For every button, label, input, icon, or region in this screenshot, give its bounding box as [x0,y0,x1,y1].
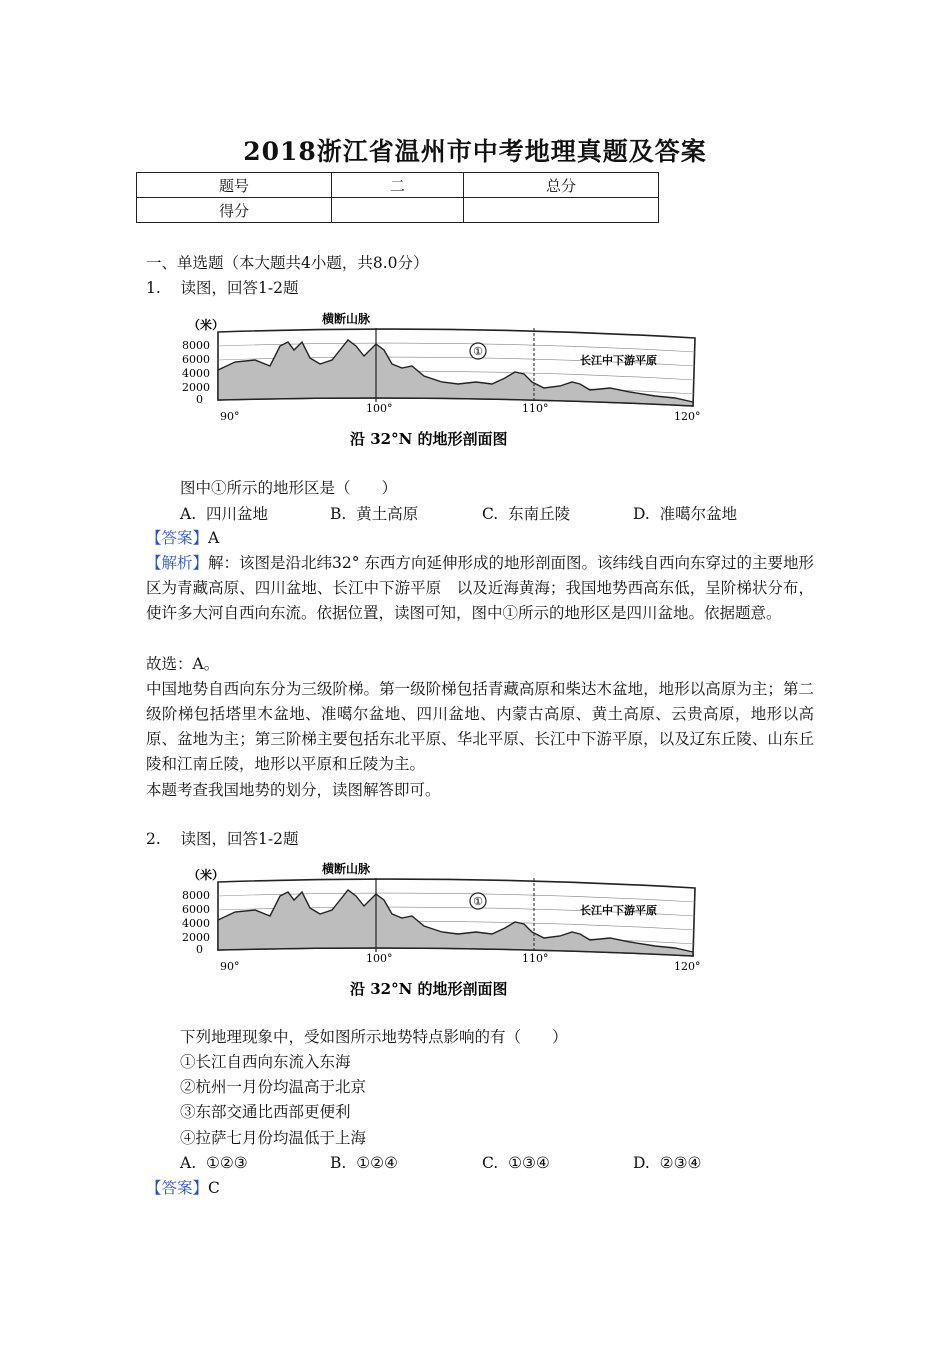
option-text: ①③④ [508,1154,550,1172]
option-key: A. [180,505,197,523]
q1-conclusion: 故选：A。 [146,655,220,673]
figure-label-plain: 长江中下游平原 [580,904,657,917]
q1-option-c[interactable] [482,503,570,525]
figure-label-mountain: 横断山脉 [322,312,371,326]
terrain-profile-figure-2 [180,852,705,1002]
option-text: ①②④ [356,1154,398,1172]
answer-value: C [208,1179,220,1197]
table-cell: 总分 [464,173,659,198]
table-row [137,198,659,223]
option-text: 东南丘陵 [508,505,571,523]
x-tick: 90° [220,960,240,973]
q2-question: 下列地理现象中，受如图所示地势特点影响的有（ ） [180,1028,568,1046]
page-title: 2018浙江省温州市中考地理真题及答案 [243,137,707,166]
q1-option-d[interactable] [633,503,737,525]
terrain-profile-svg [180,852,705,1002]
figure-caption: 沿 32°N 的地形剖面图 [350,430,508,448]
option-key: B. [330,1154,347,1172]
q1-answer [146,527,219,549]
q2-option-b[interactable] [330,1152,398,1174]
figure-label-region: ① [473,345,483,358]
table-cell: 题号 [137,173,332,198]
x-tick: 90° [220,410,240,423]
q1-note: 中国地势自西向东分为三级阶梯。第一级阶梯包括青藏高原和柴达木盆地，地形以高原为主；第二级阶梯包括塔里木盆地、准噶尔盆地、四川盆地、内蒙古高原、黄土高原、云贵高原，地形以高原、盆地为主；第三阶梯主要包括东北平原、华北平原、长江中下游平原，以及辽东丘陵、山东丘陵和江南丘陵，地形以平原和丘陵为主。 [146,680,814,773]
y-tick: 6000 [182,353,210,366]
option-text: ②③④ [659,1154,702,1172]
q2-item-2: ②杭州一月份均温高于北京 [180,1078,367,1096]
option-text: 四川盆地 [205,505,268,523]
q1-question: 图中①所示的地形区是（ ） [180,479,398,497]
q2-option-a[interactable] [180,1152,248,1174]
x-tick: 110° [522,952,549,965]
option-key: A. [180,1154,197,1172]
x-tick: 110° [522,402,549,415]
q2-option-c[interactable] [482,1152,550,1174]
table-row [137,173,659,198]
x-tick: 100° [366,952,393,965]
table-cell: 得分 [137,198,332,223]
q1-number: 1. [146,279,161,297]
figure-label-region: ① [473,895,483,908]
q2-number: 2. [146,830,161,848]
option-text: 黄土高原 [356,505,419,523]
table-cell [464,198,659,223]
q2-stem: 读图，回答1-2题 [180,830,299,848]
terrain-profile-figure-1 [180,302,705,452]
option-text: 准噶尔盆地 [659,505,738,523]
table-cell [332,198,464,223]
analysis-text: 解：该图是沿北纬32° 东西方向延伸形成的地形剖面图。该纬线自西向东穿过的主要地形区为青藏高原、四川盆地、长江中下游平原 以及近海黄海；我国地势西高东低，呈阶梯状分布，使许多大河自西向东流。依据位置，读图可知，图中①所示的地形区是四川盆地。依据题意。 [146,554,814,622]
answer-tag: 【答案】 [146,1179,209,1197]
q2-item-1: ①长江自西向东流入东海 [180,1053,351,1071]
y-tick: 6000 [182,903,210,916]
y-tick: 0 [196,943,203,956]
x-tick: 100° [366,402,393,415]
q1-analysis [146,551,814,626]
option-key: B. [330,505,347,523]
y-tick: 8000 [182,339,210,352]
q2-item-3: ③东部交通比西部更便利 [180,1103,351,1121]
terrain-profile-area [218,340,693,406]
q1-note-summary: 本题考查我国地势的划分，读图解答即可。 [146,781,441,799]
figure-label-plain: 长江中下游平原 [580,354,657,367]
section-header: 一、单选题（本大题共4小题，共8.0分） [146,254,429,272]
figure-label-mountain: 横断山脉 [322,862,371,876]
y-tick: 2000 [182,381,210,394]
answer-tag: 【答案】 [146,529,209,547]
figure-caption: 沿 32°N 的地形剖面图 [350,980,508,998]
q2-item-4: ④拉萨七月份均温低于上海 [180,1129,367,1147]
figure-unit: （米） [188,318,225,332]
figure-unit: （米） [188,868,225,882]
option-key: D. [633,505,650,523]
y-tick: 8000 [182,889,210,902]
q2-answer [146,1177,220,1199]
terrain-profile-area [218,890,693,956]
table-cell: 二 [332,173,464,198]
q1-option-b[interactable] [330,503,418,525]
y-tick: 4000 [182,917,210,930]
q1-stem: 读图，回答1-2题 [180,279,299,297]
score-table [136,172,659,223]
option-key: C. [482,1154,499,1172]
option-key: D. [633,1154,650,1172]
x-tick: 120° [674,960,701,973]
q1-option-a[interactable] [180,503,268,525]
option-text: ①②③ [205,1154,248,1172]
terrain-profile-svg [180,302,705,452]
y-tick: 4000 [182,367,210,380]
q2-stem-line [146,828,298,850]
y-tick: 0 [196,393,203,406]
q1-stem-line [146,277,298,299]
answer-value: A [208,529,220,547]
analysis-tag: 【解析】 [146,554,209,572]
option-key: C. [482,505,499,523]
y-tick: 2000 [182,931,210,944]
q2-option-d[interactable] [633,1152,701,1174]
x-tick: 120° [674,410,701,423]
